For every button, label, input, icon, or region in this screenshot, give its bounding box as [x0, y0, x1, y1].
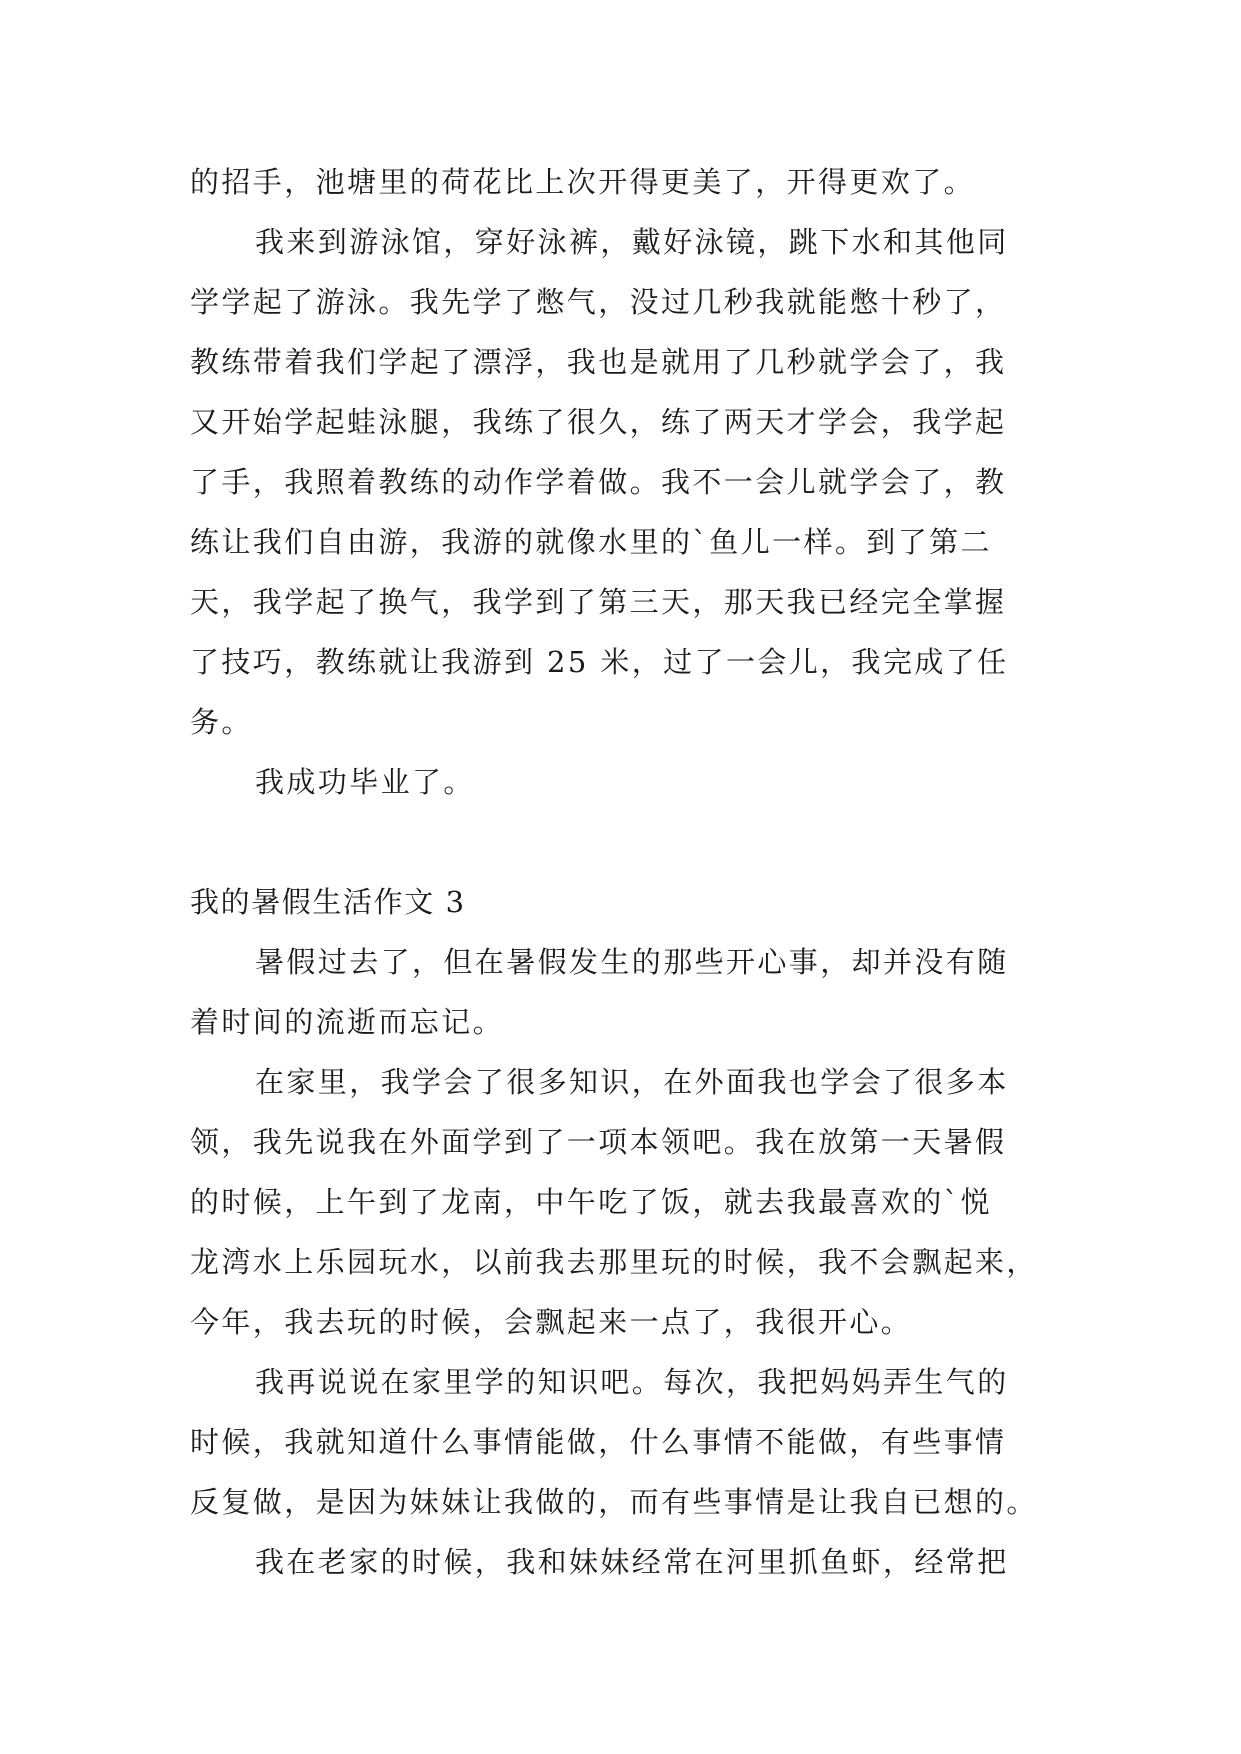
text-line: 学学起了游泳。我先学了憋气，没过几秒我就能憋十秒了，	[190, 285, 1007, 319]
text-line: 教练带着我们学起了漂浮，我也是就用了几秒就学会了，我	[190, 345, 1007, 379]
text-line: 着时间的流逝而忘记。	[190, 1005, 505, 1039]
paragraph-first-line: 我成功毕业了。	[255, 765, 475, 799]
paragraph-first-line: 暑假过去了，但在暑假发生的那些开心事，却并没有随	[255, 945, 1009, 979]
text-line: 的招手，池塘里的荷花比上次开得更美了，开得更欢了。	[190, 165, 976, 199]
text-line: 的时候，上午到了龙南，中午吃了饭，就去我最喜欢的`悦	[190, 1185, 992, 1219]
text-line: 了手，我照着教练的动作学着做。我不一会儿就学会了，教	[190, 465, 1007, 499]
paragraph-first-line: 我再说说在家里学的知识吧。每次，我把妈妈弄生气的	[255, 1365, 1009, 1399]
text-line: 练让我们自由游，我游的就像水里的`鱼儿一样。到了第二	[190, 525, 992, 559]
section-heading: 我的暑假生活作文 3	[190, 885, 466, 919]
text-line: 又开始学起蛙泳腿，我练了很久，练了两天才学会，我学起	[190, 405, 1007, 439]
text-line: 天，我学起了换气，我学到了第三天，那天我已经完全掌握	[190, 585, 1007, 619]
paragraph-first-line: 在家里，我学会了很多知识，在外面我也学会了很多本	[255, 1065, 1009, 1099]
text-line: 龙湾水上乐园玩水，以前我去那里玩的时候，我不会飘起来，	[190, 1245, 1038, 1279]
text-line: 领，我先说我在外面学到了一项本领吧。我在放第一天暑假	[190, 1125, 1007, 1159]
text-line: 今年，我去玩的时候，会飘起来一点了，我很开心。	[190, 1305, 913, 1339]
text-line: 时候，我就知道什么事情能做，什么事情不能做，有些事情	[190, 1425, 1007, 1459]
paragraph-first-line: 我在老家的时候，我和妹妹经常在河里抓鱼虾，经常把	[255, 1545, 1009, 1579]
text-line: 反复做，是因为妹妹让我做的，而有些事情是让我自已想的。	[190, 1485, 1038, 1519]
text-line: 务。	[190, 705, 253, 739]
text-line: 了技巧，教练就让我游到 25 米，过了一会儿，我完成了任	[190, 645, 1009, 679]
paragraph-first-line: 我来到游泳馆，穿好泳裤，戴好泳镜，跳下水和其他同	[255, 225, 1009, 259]
